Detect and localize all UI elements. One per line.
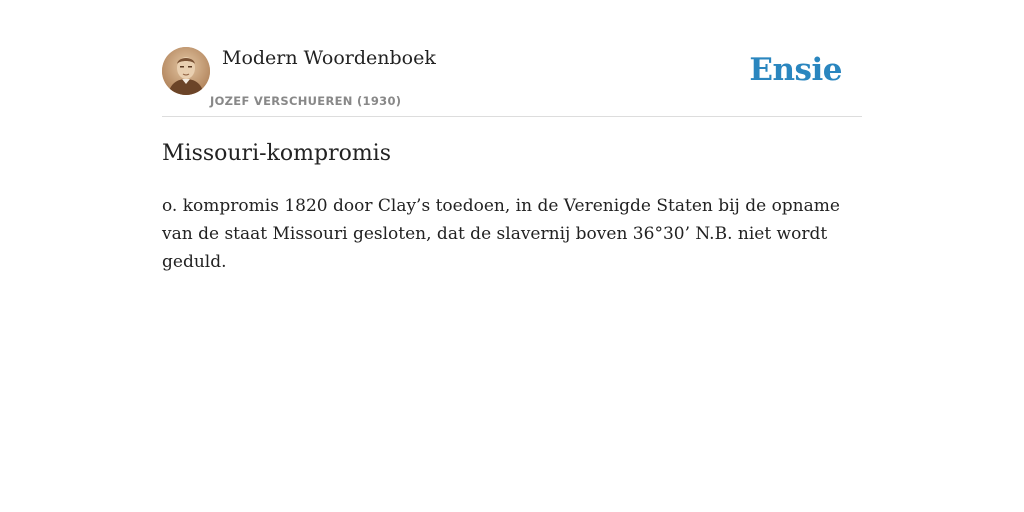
author-avatar[interactable] [162, 47, 210, 95]
header [162, 40, 862, 117]
author-portrait-icon [162, 47, 210, 95]
entry-definition: o. kompromis 1820 door Clay’s toedoen, in de Verenigde Staten bij de opname van de staat Missouri gesloten, dat de slavernij boven 36°30’ N.B. niet wordt geduld. [162, 196, 840, 272]
author-name[interactable]: JOZEF VERSCHUEREN (1930) [210, 94, 402, 108]
book-title[interactable]: Modern Woordenboek [222, 47, 436, 69]
brand-logo[interactable]: Ensie [749, 52, 842, 88]
entry-title: Missouri-kompromis [162, 141, 392, 166]
